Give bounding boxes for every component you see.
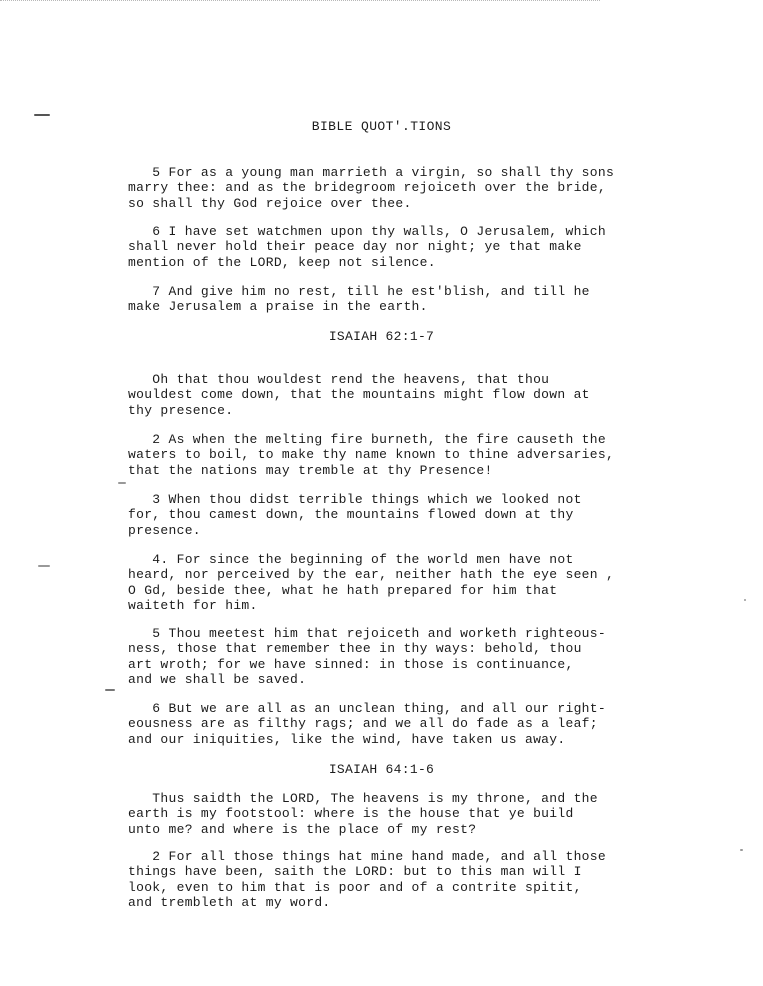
paragraph [128, 701, 673, 747]
text-line: 5 For as a young man marrieth a virgin, so shall thy sons [128, 165, 615, 180]
text-line: and trembleth at my word. [128, 894, 331, 910]
scan-speck [105, 689, 115, 691]
scan-speck [740, 849, 743, 851]
text-line: so shall thy God rejoice over thee. [128, 195, 412, 211]
text-line: 2 For all those things hat mine hand made, and all those [128, 849, 606, 864]
text-line: shall never hold their peace day nor night; ye that make [128, 239, 582, 255]
text-line: 4. For since the beginning of the world men have not [128, 552, 574, 567]
paragraph [128, 552, 673, 613]
paragraph [128, 849, 673, 910]
text-line: 5 Thou meetest him that rejoiceth and worketh righteous- [128, 626, 606, 641]
text-line: 7 And give him no rest, till he est'blish, and till he [128, 284, 590, 299]
text-line: heard, nor perceived by the ear, neither hath the eye seen , [128, 567, 615, 583]
scripture-reference: ISAIAH 62:1-7 [328, 329, 435, 344]
text-line: ness, those that remember thee in thy ways: behold, thou [128, 641, 582, 657]
text-line: for, thou camest down, the mountains flowed down at thy [128, 507, 574, 523]
text-line: Oh that thou wouldest rend the heavens, that thou [128, 372, 550, 387]
text-line: make Jerusalem a praise in the earth. [128, 299, 428, 315]
paragraph [128, 791, 673, 837]
text-line: thy presence. [128, 402, 234, 418]
text-line: 6 But we are all as an unclean thing, and all our right- [128, 701, 606, 716]
scan-speck [34, 114, 50, 116]
scan-speck [744, 599, 746, 601]
text-line: unto me? and where is the place of my rest? [128, 821, 477, 837]
text-line: O Gd, beside thee, what he hath prepared for him that [128, 582, 558, 598]
scan-speck [38, 565, 50, 567]
text-line: earth is my footstool: where is the house that ye build [128, 806, 574, 822]
top-dotted-rule [0, 0, 600, 1]
document-title: BIBLE QUOT'.TIONS [311, 119, 452, 134]
text-line: wouldest come down, that the mountains might flow down at [128, 387, 590, 403]
text-line: 3 When thou didst terrible things which we looked not [128, 492, 582, 507]
text-line: marry thee: and as the bridegroom rejoiceth over the bride, [128, 180, 606, 196]
paragraph [128, 432, 673, 478]
paragraph [128, 224, 673, 270]
scripture-reference: ISAIAH 64:1-6 [328, 762, 435, 777]
text-line: mention of the LORD, keep not silence. [128, 254, 436, 270]
paragraph [128, 626, 673, 687]
text-line: presence. [128, 522, 201, 538]
paragraph [128, 284, 673, 315]
text-line: and we shall be saved. [128, 671, 307, 687]
text-line: 6 I have set watchmen upon thy walls, O Jerusalem, which [128, 224, 606, 239]
scan-speck [118, 482, 126, 484]
text-line: things have been, saith the LORD: but to this man will I [128, 864, 582, 880]
text-line: look, even to him that is poor and of a contrite spitit, [128, 879, 582, 895]
paragraph [128, 165, 673, 211]
text-line: waters to boil, to make thy name known to thine adversaries, [128, 447, 615, 463]
text-line: Thus saidth the LORD, The heavens is my throne, and the [128, 791, 598, 806]
paragraph [128, 372, 673, 418]
text-line: eousness are as filthy rags; and we all do fade as a leaf; [128, 716, 598, 732]
text-line: and our iniquities, like the wind, have taken us away. [128, 731, 566, 747]
text-line: waiteth for him. [128, 597, 258, 613]
text-line: that the nations may tremble at thy Presence! [128, 462, 493, 478]
paragraph [128, 492, 673, 538]
text-line: 2 As when the melting fire burneth, the fire causeth the [128, 432, 606, 447]
text-line: art wroth; for we have sinned: in those is continuance, [128, 656, 574, 672]
